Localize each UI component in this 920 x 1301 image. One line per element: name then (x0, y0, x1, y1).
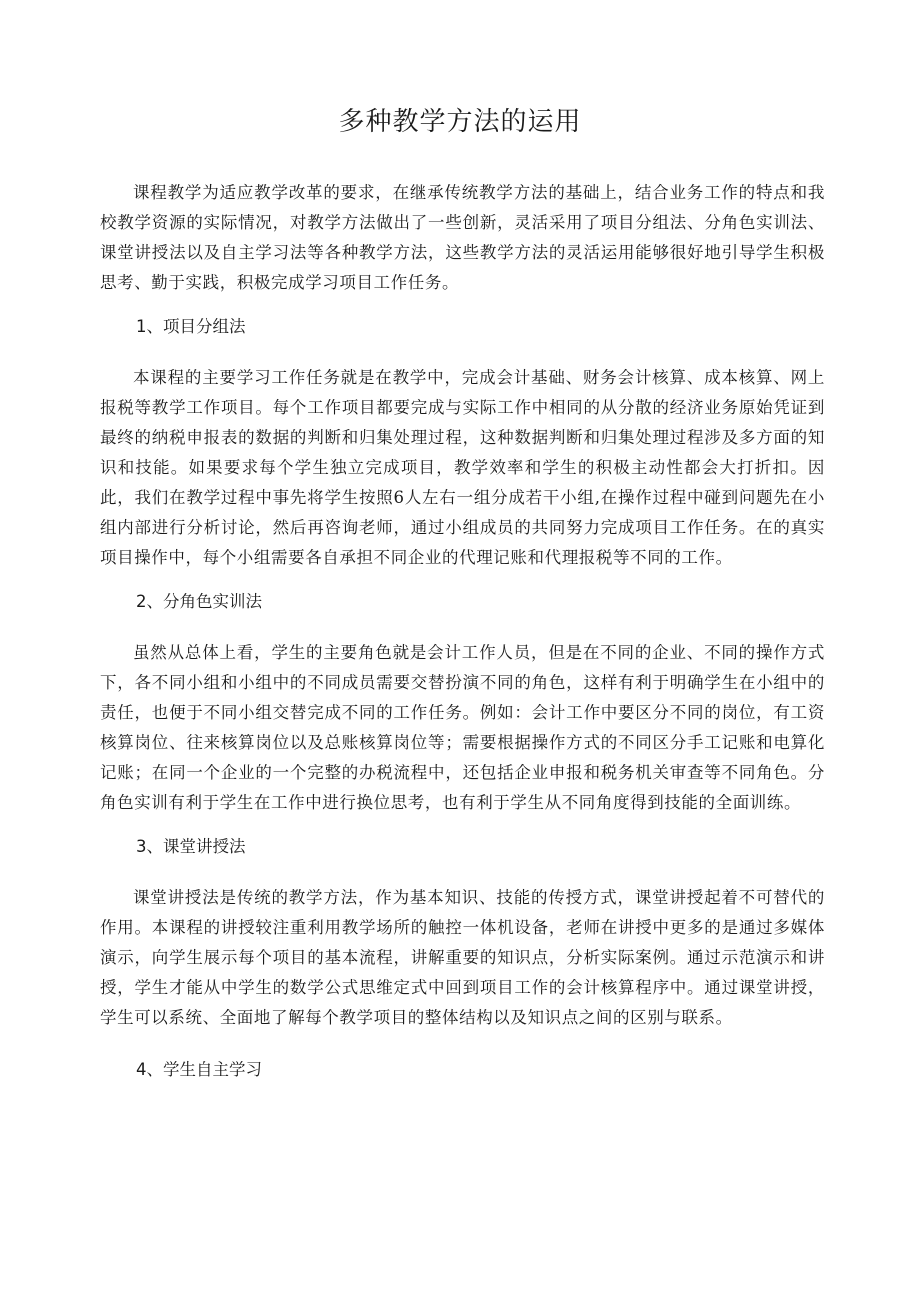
section-body-1: 本课程的主要学习工作任务就是在教学中，完成会计基础、财务会计核算、成本核算、网上报税等教学工作项目。每个工作项目都要完成与实际工作中相同的从分散的经济业务原始凭证到最终的纳税申报表的数据的判断和归集处理过程，这种数据判断和归集处理过程涉及多方面的知识和技能。如果要求每个学生独立完成项目，教学效率和学生的积极主动性都会大打折扣。因此，我们在教学过程中事先将学生按照6人左右一组分成若干小组,在操作过程中碰到问题先在小组内部进行分析讨论，然后再咨询老师，通过小组成员的共同努力完成项目工作任务。在的真实项目操作中，每个小组需要各自承担不同企业的代理记账和代理报税等不同的工作。 (100, 368, 825, 567)
section-heading-4: 4、学生自主学习 (136, 1060, 262, 1079)
section-body-2: 虽然从总体上看，学生的主要角色就是会计工作人员，但是在不同的企业、不同的操作方式下，各不同小组和小组中的不同成员需要交替扮演不同的角色，这样有利于明确学生在小组中的责任，也便于不同小组交替完成不同的工作任务。例如：会计工作中要区分不同的岗位，有工资核算岗位、往来核算岗位以及总账核算岗位等；需要根据操作方式的不同区分手工记账和电算化记账；在同一个企业的一个完整的办税流程中，还包括企业申报和税务机关审查等不同角色。分角色实训有利于学生在工作中进行换位思考，也有利于学生从不同角度得到技能的全面训练。 (100, 643, 825, 812)
section-heading-2: 2、分角色实训法 (136, 592, 262, 611)
intro-paragraph: 课程教学为适应教学改革的要求，在继承传统教学方法的基础上，结合业务工作的特点和我校教学资源的实际情况，对教学方法做出了一些创新，灵活采用了项目分组法、分角色实训法、课堂讲授法以及自主学习法等各种教学方法，这些教学方法的灵活运用能够很好地引导学生积极思考、勤于实践，积极完成学习项目工作任务。 (100, 183, 825, 292)
document-body (100, 178, 825, 1106)
section-heading-3: 3、课堂讲授法 (136, 837, 246, 856)
section-body-3: 课堂讲授法是传统的教学方法，作为基本知识、技能的传授方式，课堂讲授起着不可替代的作用。本课程的讲授较注重利用教学场所的触控一体机设备，老师在讲授中更多的是通过多媒体演示，向学生展示每个项目的基本流程，讲解重要的知识点，分析实际案例。通过示范演示和讲授，学生才能从中学生的数学公式思维定式中回到项目工作的会计核算程序中。通过课堂讲授，学生可以系统、全面地了解每个教学项目的整体结构以及知识点之间的区别与联系。 (100, 888, 825, 1027)
section-heading-1: 1、项目分组法 (136, 317, 246, 336)
document-title: 多种教学方法的运用 (338, 107, 582, 137)
